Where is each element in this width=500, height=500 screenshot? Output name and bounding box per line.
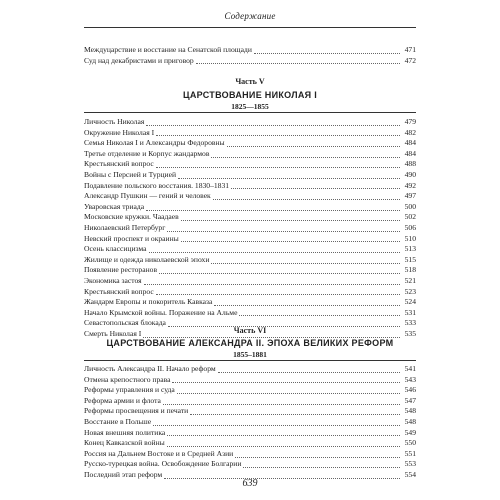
dot-leader bbox=[172, 376, 400, 383]
toc-entry-title: Новая внешняя политика bbox=[84, 427, 166, 437]
dot-leader bbox=[231, 182, 400, 189]
toc-entry-title: Московские кружки. Чаадаев bbox=[84, 212, 179, 222]
toc-part-6-entries bbox=[84, 364, 416, 481]
dot-leader bbox=[211, 151, 400, 158]
toc-entry bbox=[84, 265, 416, 276]
toc-entry-page: 531 bbox=[404, 307, 416, 317]
toc-entry bbox=[84, 56, 416, 67]
toc-entry bbox=[84, 149, 416, 160]
dot-leader bbox=[144, 278, 400, 285]
dot-leader bbox=[243, 461, 400, 468]
toc-entry-title: Реформа армии и флота bbox=[84, 395, 161, 405]
toc-entry-page: 548 bbox=[404, 406, 416, 416]
toc-entry-title: Россия на Дальнем Востоке и в Средней Азии bbox=[84, 448, 234, 458]
dot-leader bbox=[213, 193, 400, 200]
toc-entry-page: 513 bbox=[404, 244, 416, 254]
dot-leader bbox=[159, 267, 400, 274]
dot-leader bbox=[153, 419, 400, 426]
running-header: Содержание bbox=[224, 11, 276, 21]
toc-entry bbox=[84, 212, 416, 223]
toc-entry-page: 523 bbox=[404, 286, 416, 296]
toc-entry-page: 521 bbox=[404, 275, 416, 285]
toc-entry-page: 551 bbox=[404, 448, 416, 458]
toc-entry-page: 490 bbox=[404, 169, 416, 179]
dot-leader bbox=[156, 161, 400, 168]
dot-leader bbox=[178, 172, 400, 179]
toc-entry-title: Семья Николая I и Александры Федоровны bbox=[84, 138, 225, 148]
toc-entry bbox=[84, 223, 416, 234]
part-6-label: Часть VI bbox=[233, 326, 267, 335]
toc-entry-page: 497 bbox=[404, 191, 416, 201]
dot-leader bbox=[167, 440, 400, 447]
toc-entry bbox=[84, 417, 416, 428]
toc-entry-page: 554 bbox=[404, 469, 416, 479]
toc-entry-page: 553 bbox=[404, 459, 416, 469]
dot-leader bbox=[177, 387, 400, 394]
toc-entry-page: 547 bbox=[404, 395, 416, 405]
toc-entry-page: 550 bbox=[404, 438, 416, 448]
dot-leader bbox=[214, 299, 400, 306]
dot-leader bbox=[163, 398, 400, 405]
toc-entry-title: Севастопольская блокада bbox=[84, 318, 166, 328]
toc-entry-title: Крестьянский вопрос bbox=[84, 286, 154, 296]
toc-entry-page: 472 bbox=[404, 55, 416, 65]
toc-entry-title: Экономика застоя bbox=[84, 275, 142, 285]
dot-leader bbox=[218, 366, 400, 373]
toc-entry-page: 510 bbox=[404, 233, 416, 243]
toc-entry-title: Появление ресторанов bbox=[84, 265, 158, 275]
dot-leader bbox=[239, 309, 400, 316]
toc-entry-page: 515 bbox=[404, 254, 416, 264]
dot-leader bbox=[156, 288, 400, 295]
toc-entry-page: 488 bbox=[404, 159, 416, 169]
toc-entry-title: Личность Николая bbox=[84, 117, 145, 126]
dot-leader bbox=[146, 119, 400, 126]
toc-entry bbox=[84, 428, 416, 439]
toc-entry-page: 518 bbox=[404, 265, 416, 275]
part-5-title: ЦАРСТВОВАНИЕ НИКОЛАЯ I bbox=[182, 90, 318, 100]
toc-entry bbox=[84, 449, 416, 460]
toc-entry-title: Русско-турецкая война. Освобождение Болгарии bbox=[84, 459, 242, 469]
toc-part-5-entries bbox=[84, 117, 416, 339]
toc-entry-page: 524 bbox=[404, 297, 416, 307]
toc-entry-page: 541 bbox=[404, 364, 416, 373]
toc-entry bbox=[84, 45, 416, 56]
toc-entry-title: Крестьянский вопрос bbox=[84, 159, 154, 169]
toc-entry bbox=[84, 308, 416, 319]
toc-entry-page: 549 bbox=[404, 427, 416, 437]
dot-leader bbox=[167, 225, 400, 232]
toc-entry bbox=[84, 191, 416, 202]
toc-entry-title: Жандарм Европы и покоритель Кавказа bbox=[84, 297, 213, 307]
toc-entry bbox=[84, 234, 416, 245]
toc-entry bbox=[84, 364, 416, 375]
toc-entry-page: 506 bbox=[404, 222, 416, 232]
page-number: 639 bbox=[242, 478, 258, 489]
toc-entry-title: Восстание в Польше bbox=[84, 416, 152, 426]
toc-entry-page: 502 bbox=[404, 212, 416, 222]
dot-leader bbox=[254, 47, 400, 54]
toc-entry-title: Отмена крепостного права bbox=[84, 374, 171, 384]
toc-entry-title: Смерть Николая I bbox=[84, 328, 142, 338]
toc-entry-title: Окружение Николая I bbox=[84, 127, 155, 137]
header-rule bbox=[84, 27, 416, 28]
toc-entry-title: Подавление польского восстания. 1830–1831 bbox=[84, 180, 230, 190]
toc-entry bbox=[84, 287, 416, 298]
dot-leader bbox=[149, 246, 400, 253]
toc-entry-page: 471 bbox=[404, 45, 416, 54]
toc-top-entries bbox=[84, 45, 416, 66]
toc-entry-title: Последний этап реформ bbox=[84, 469, 163, 479]
toc-entry-title: Реформы просвещения и печати bbox=[84, 406, 189, 416]
dot-leader bbox=[211, 257, 400, 264]
toc-entry bbox=[84, 117, 416, 128]
toc-entry-title: Третье отделение и Корпус жандармов bbox=[84, 148, 210, 158]
toc-entry-title: Личность Александра II. Начало реформ bbox=[84, 364, 216, 373]
toc-entry-page: 479 bbox=[404, 117, 416, 126]
toc-entry bbox=[84, 202, 416, 213]
toc-entry bbox=[84, 181, 416, 192]
toc-entry-page: 533 bbox=[404, 318, 416, 328]
toc-entry-title: Реформы управления и суда bbox=[84, 385, 175, 395]
dot-leader bbox=[167, 429, 400, 436]
toc-entry bbox=[84, 297, 416, 308]
dot-leader bbox=[181, 235, 400, 242]
toc-entry-title: Войны с Персией и Турцией bbox=[84, 169, 177, 179]
toc-entry-page: 484 bbox=[404, 138, 416, 148]
toc-entry-title: Александр Пушкин — гений и человек bbox=[84, 191, 211, 201]
toc-entry-title: Уваровская триада bbox=[84, 201, 145, 211]
toc-entry bbox=[84, 138, 416, 149]
toc-entry-title: Конец Кавказской войны bbox=[84, 438, 165, 448]
toc-entry-page: 535 bbox=[404, 328, 416, 338]
toc-entry bbox=[84, 128, 416, 139]
toc-entry-title: Начало Крымской войны. Поражение на Альме bbox=[84, 307, 238, 317]
toc-entry-title: Невский проспект и окраины bbox=[84, 233, 179, 243]
toc-entry bbox=[84, 255, 416, 266]
toc-entry bbox=[84, 396, 416, 407]
toc-entry-page: 500 bbox=[404, 201, 416, 211]
toc-entry-title: Междуцарствие и восстание на Сенатской площади bbox=[84, 45, 252, 54]
toc-entry-title: Осень классицизма bbox=[84, 244, 147, 254]
toc-entry bbox=[84, 459, 416, 470]
toc-entry-title: Жилище и одежда николаевской эпохи bbox=[84, 254, 210, 264]
toc-entry-page: 543 bbox=[404, 374, 416, 384]
toc-entry bbox=[84, 375, 416, 386]
toc-entry bbox=[84, 170, 416, 181]
toc-entry-page: 546 bbox=[404, 385, 416, 395]
toc-entry-page: 484 bbox=[404, 148, 416, 158]
dot-leader bbox=[146, 204, 400, 211]
dot-leader bbox=[181, 214, 400, 221]
toc-entry-page: 548 bbox=[404, 416, 416, 426]
part-6-rule bbox=[84, 360, 416, 361]
toc-entry bbox=[84, 244, 416, 255]
dot-leader bbox=[156, 129, 400, 136]
dot-leader bbox=[227, 140, 400, 147]
toc-entry-page: 482 bbox=[404, 127, 416, 137]
toc-entry bbox=[84, 438, 416, 449]
toc-entry bbox=[84, 385, 416, 396]
part-5-rule bbox=[84, 112, 416, 113]
dot-leader bbox=[235, 451, 400, 458]
toc-entry bbox=[84, 276, 416, 287]
part-5-label: Часть V bbox=[235, 77, 265, 86]
part-6-years: 1855–1881 bbox=[233, 350, 267, 359]
part-6-title: ЦАРСТВОВАНИЕ АЛЕКСАНДРА II. ЭПОХА ВЕЛИКИХ РЕФОРМ bbox=[106, 338, 394, 348]
dot-leader bbox=[190, 408, 400, 415]
toc-entry-page: 492 bbox=[404, 180, 416, 190]
toc-entry bbox=[84, 159, 416, 170]
toc-entry-title: Николаевский Петербург bbox=[84, 222, 166, 232]
dot-leader bbox=[196, 57, 400, 64]
toc-entry bbox=[84, 406, 416, 417]
part-5-years: 1825—1855 bbox=[231, 102, 269, 111]
toc-entry-title: Суд над декабристами и приговор bbox=[84, 55, 194, 65]
